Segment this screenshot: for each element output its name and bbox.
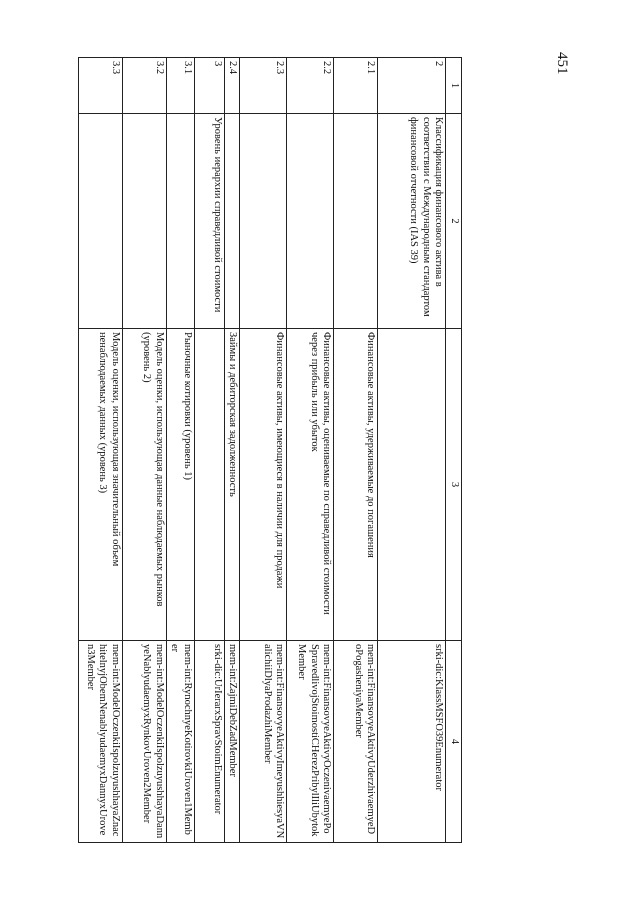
category-cell [240, 114, 287, 329]
code-cell: mem-int:FinansovyeAktivyOczenivaemyePoSpravedlivojStoimostiCHerezPribylIliUbytokMember [287, 641, 334, 843]
table-row [195, 58, 225, 843]
table-row [79, 58, 123, 843]
item-cell: Займы и дебиторская задолженность [225, 329, 241, 641]
header-cell: 2 [446, 114, 462, 329]
code-cell: mem-int:RynochnyeKotirovkiUroven1Member [167, 641, 195, 843]
row-number: 3.1 [167, 58, 195, 114]
item-cell: Модель оценки, использующая значительный объем ненаблюдаемых данных (уровень 3) [79, 329, 123, 641]
category-cell [123, 114, 167, 329]
header-cell: 3 [446, 329, 462, 641]
item-cell: Финансовые активы, удерживаемые до погашения [334, 329, 378, 641]
row-number: 2 [378, 58, 446, 114]
row-number: 2.4 [225, 58, 241, 114]
code-cell: mem-int:FinansovyeAktivyUderzhivaemyeDoPogasheniyaMember [334, 641, 378, 843]
code-cell: srki-dic:KlassMSFO39Enumerator [378, 641, 446, 843]
category-cell: Классификация финансового актива в соответствии с Международным стандартом финансовой отчетности (IAS 39) [378, 114, 446, 329]
category-cell [167, 114, 195, 329]
header-cell: 1 [446, 58, 462, 114]
category-cell [287, 114, 334, 329]
row-number: 2.1 [334, 58, 378, 114]
item-cell: Модель оценки, использующая данные наблюдаемых рынков (уровень 2) [123, 329, 167, 641]
category-cell: Уровень иерархии справедливой стоимости [195, 114, 225, 329]
code-cell: mem-int:ModelOczenkiIspolzuyushhayaZnachitelnyjObemNenablyudaemyxDannyxUroven3Member [79, 641, 123, 843]
code-cell: mem-int:ModelOczenkiIspolzuyushhayaDannyeNablyudaemyxRynkovUroven2Member [123, 641, 167, 843]
row-number: 2.3 [240, 58, 287, 114]
header-cell: 4 [446, 641, 462, 843]
category-cell [334, 114, 378, 329]
code-cell: mem-int:FinansovyeAktivyImeyushhiesyaVNalichiiDlyaProdazhiMember [240, 641, 287, 843]
rotated-table-container [85, 57, 462, 842]
table-row [334, 58, 378, 843]
row-number: 3 [195, 58, 225, 114]
table-row [378, 58, 446, 843]
table-row [225, 58, 241, 843]
item-cell [195, 329, 225, 641]
category-cell [79, 114, 123, 329]
row-number: 3.3 [79, 58, 123, 114]
classification-table [78, 57, 462, 843]
page-number: 451 [554, 52, 570, 75]
row-number: 2.2 [287, 58, 334, 114]
table-row [167, 58, 195, 843]
item-cell [378, 329, 446, 641]
row-number: 3.2 [123, 58, 167, 114]
code-cell: mem-int:ZajmiDebZadMember [225, 641, 241, 843]
item-cell: Рыночные котировки (уровень 1) [167, 329, 195, 641]
header-row [446, 58, 462, 843]
table-row [287, 58, 334, 843]
item-cell: Финансовые активы, оцениваемые по справедливой стоимости через прибыль или убыток [287, 329, 334, 641]
category-cell [225, 114, 241, 329]
item-cell: Финансовые активы, имеющиеся в наличии для продажи [240, 329, 287, 641]
table-row [123, 58, 167, 843]
code-cell: srki-dic:UrIerarxSpravStoimEnumerator [195, 641, 225, 843]
table-row [240, 58, 287, 843]
